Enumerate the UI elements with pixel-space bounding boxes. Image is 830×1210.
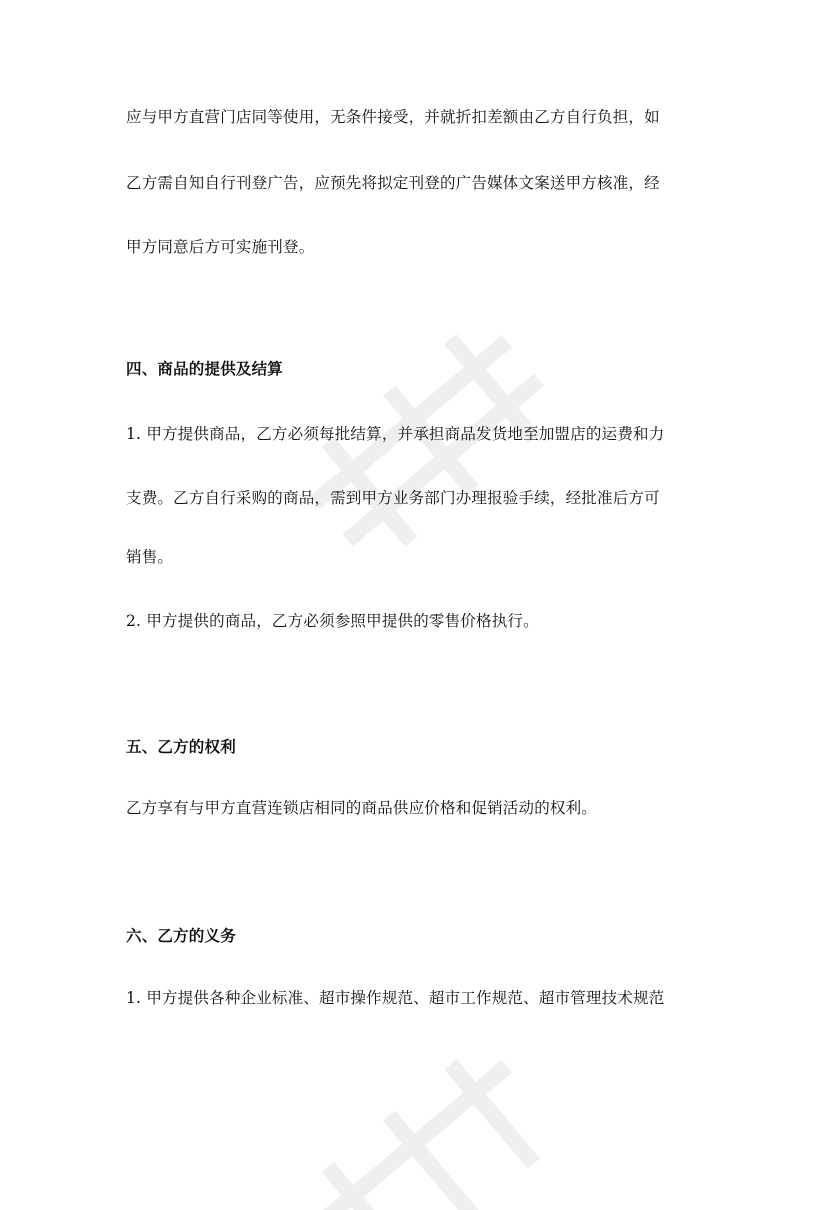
list-item-line: 2. 甲方提供的商品，乙方必须参照甲提供的零售价格执行。 [126,612,539,630]
paragraph-line: 乙方需自知自行刊登广告，应预先将拟定刊登的广告媒体文案送甲方核准，经 [126,174,660,192]
list-item-line: 支费。乙方自行采购的商品，需到甲方业务部门办理报验手续，经批准后方可 [126,489,660,507]
paragraph-line: 应与甲方直营门店同等使用，无条件接受，并就折扣差额由乙方自行负担，如 [126,108,660,126]
section-heading: 五、乙方的权利 [126,738,236,756]
list-item-line: 1. 甲方提供各种企业标准、超市操作规范、超市工作规范、超市管理技术规范 [126,989,665,1007]
section-heading: 四、商品的提供及结算 [126,360,284,378]
watermark-logo [270,285,600,615]
paragraph-line: 甲方同意后方可实施刊登。 [126,238,315,256]
watermark-logo-bottom [270,1010,600,1210]
paragraph-line: 乙方享有与甲方直营连锁店相同的商品供应价格和促销活动的权利。 [126,799,598,817]
list-item-line: 1. 甲方提供商品，乙方必须每批结算，并承担商品发货地至加盟店的运费和力 [126,425,665,443]
list-item-line: 销售。 [126,548,174,566]
section-heading: 六、乙方的义务 [126,927,236,945]
